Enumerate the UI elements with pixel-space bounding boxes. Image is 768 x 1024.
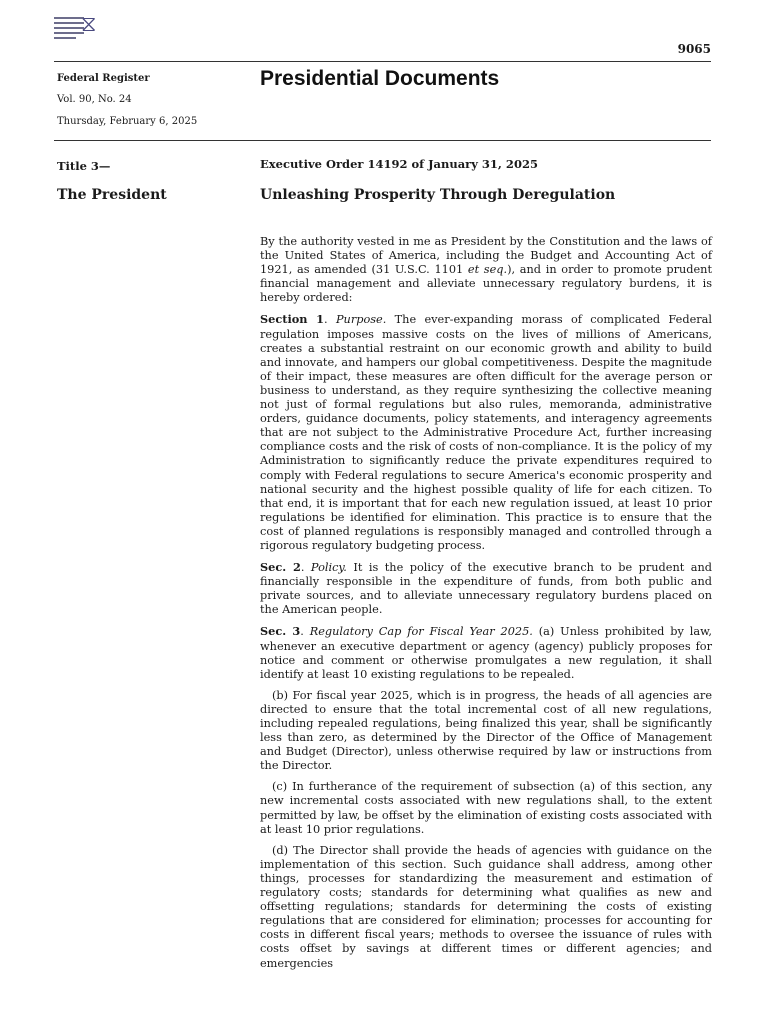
executive-order-title: Unleashing Prosperity Through Deregulation bbox=[260, 187, 616, 203]
gpo-authenticated-logo bbox=[54, 14, 104, 44]
title-number: Title 3— bbox=[57, 159, 111, 173]
publication-name: Federal Register bbox=[57, 73, 150, 84]
preamble-text: By the authority vested in me as President by the Constitution and the laws of the United States of America, including the Budget and Accounting Act of 1921, as amended (31 U.S.C. 1101 bbox=[260, 235, 712, 277]
page-number: 9065 bbox=[677, 42, 711, 56]
section-1-label: Section 1 bbox=[260, 312, 325, 327]
preamble-text-end: ), and in order to promote prudent financial management and alleviate unnecessary regulatory burdens, it is hereby ordered: bbox=[260, 263, 712, 305]
section-1-paragraph: Section 1. Purpose. The ever-expanding morass of complicated Federal regulation imposes massive costs on the lives of millions of Americans, creates a substantial restraint on our economic growth and ability to build and innovate, and hampers our global competitiveness. Despite the magnitude of their impact, these measures are often difficult for the average person or business to understand, as they require synthesizing the collective meaning not just of formal regulations but also rules, memoranda, administrative orders, guidance documents, policy statements, and interagency agreements that are not subject to the Administrative Procedure Act, further increasing compliance costs and the risk of costs of non-compliance. It is the policy of my Administration to significantly reduce the private expenditures required to comply with Federal regulations to secure America's economic prosperity and national security and the highest possible quality of life for each citizen. To that end, it is important that for each new regulation issued, at least 10 prior regulations be identified for elimination. This practice is to ensure that the cost of planned regulations is responsibly managed and controlled through a rigorous regulatory budgeting process. bbox=[260, 312, 712, 552]
section-3b-paragraph: (b) For fiscal year 2025, which is in progress, the heads of all agencies are directed to ensure that the total incremental cost of all new regulations, including repealed regulations, being finalized this year, shall be significantly less than zero, as determined by the Director of the Office of Management and Budget (Director), unless otherwise required by law or instructions from the Director. bbox=[260, 688, 712, 773]
the-president-label: The President bbox=[57, 187, 167, 203]
preamble-paragraph bbox=[260, 235, 712, 305]
executive-order-heading: Executive Order 14192 of January 31, 2025 bbox=[260, 157, 538, 171]
section-3d-paragraph: (d) The Director shall provide the heads of agencies with guidance on the implementation of this section. Such guidance shall address, among other things, processes for standardizing the measurement and estimation of regulatory costs; standards for determining what qualifies as new and offsetting regulations; standards for determining the costs of existing regulations that are considered for elimination; processes for accounting for costs in different fiscal years; methods to oversee the issuance of rules with costs offset by savings at different times or different agencies; and emergencies bbox=[260, 843, 712, 970]
publication-date: Thursday, February 6, 2025 bbox=[57, 116, 198, 127]
section-2-text: It is the policy of the executive branch to be prudent and financially responsible in the expenditure of funds, from both public and private sources, and to alleviate unnecessary regulatory burdens placed on the American people. bbox=[260, 561, 712, 617]
section-3-label: Sec. 3 bbox=[260, 624, 301, 639]
section-3a-paragraph: Sec. 3. Regulatory Cap for Fiscal Year 2025. (a) Unless prohibited by law, whenever an executive department or agency (agency) publicly proposes for notice and comment or otherwise promulgates a new regulation, it shall identify at least 10 existing regulations to be repealed. bbox=[260, 624, 713, 681]
section-3c-paragraph: (c) In furtherance of the requirement of subsection (a) of this section, any new incremental costs associated with new regulations shall, to the extent permitted by law, be offset by the elimination of existing costs associated with at least 10 prior regulations. bbox=[260, 780, 712, 836]
section-2-paragraph: Sec. 2. Policy. It is the policy of the executive branch to be prudent and financially responsible in the expenditure of funds, from both public and private sources, and to alleviate unnecessary regulatory burdens placed on the American people. bbox=[260, 560, 712, 617]
order-body bbox=[260, 235, 712, 978]
section-1-text: The ever-expanding morass of complicated Federal regulation imposes massive costs on the lives of millions of Americans, creates a substantial restraint on our economic growth and ability to build and innovate, and hampers our global competitiveness. Despite the magnitude of their impact, these measures are often difficult for the average person or business to understand, as they require synthesizing the collective meaning not just of formal regulations but also rules, memoranda, administrative orders, guidance documents, policy statements, and interagency agreements that are not subject to the Administrative Procedure Act, further increasing compliance costs and the risk of costs of non-compliance. It is the policy of my Administration to significantly reduce the private expenditures required to comply with Federal regulations to secure America's economic prosperity and national security and the highest possible quality of life for each citizen. To that end, it is important that for each new regulation issued, at least 10 prior regulations be identified for elimination. This practice is to ensure that the cost of planned regulations is responsibly managed and controlled through a rigorous regulatory budgeting process. bbox=[260, 313, 712, 552]
volume-number: Vol. 90, No. 24 bbox=[57, 94, 132, 105]
header-rule-top bbox=[54, 61, 711, 62]
section-title: Presidential Documents bbox=[260, 67, 500, 90]
section-3-heading: Regulatory Cap for Fiscal Year 2025. bbox=[309, 625, 533, 639]
header-rule-bottom bbox=[54, 140, 711, 141]
section-2-heading: Policy. bbox=[310, 561, 347, 575]
section-2-label: Sec. 2 bbox=[260, 560, 301, 575]
section-1-heading: Purpose. bbox=[335, 313, 387, 327]
section-3a-text: (a) Unless prohibited by law, whenever an executive department or agency (agency) publicly proposes for notice and comment or otherwise promulgates a new regulation, it shall identify at least 10 existing regulations to be repealed. bbox=[260, 625, 713, 681]
eagle-icon: ⧖ bbox=[81, 12, 97, 37]
preamble-italic: et seq. bbox=[467, 263, 508, 277]
